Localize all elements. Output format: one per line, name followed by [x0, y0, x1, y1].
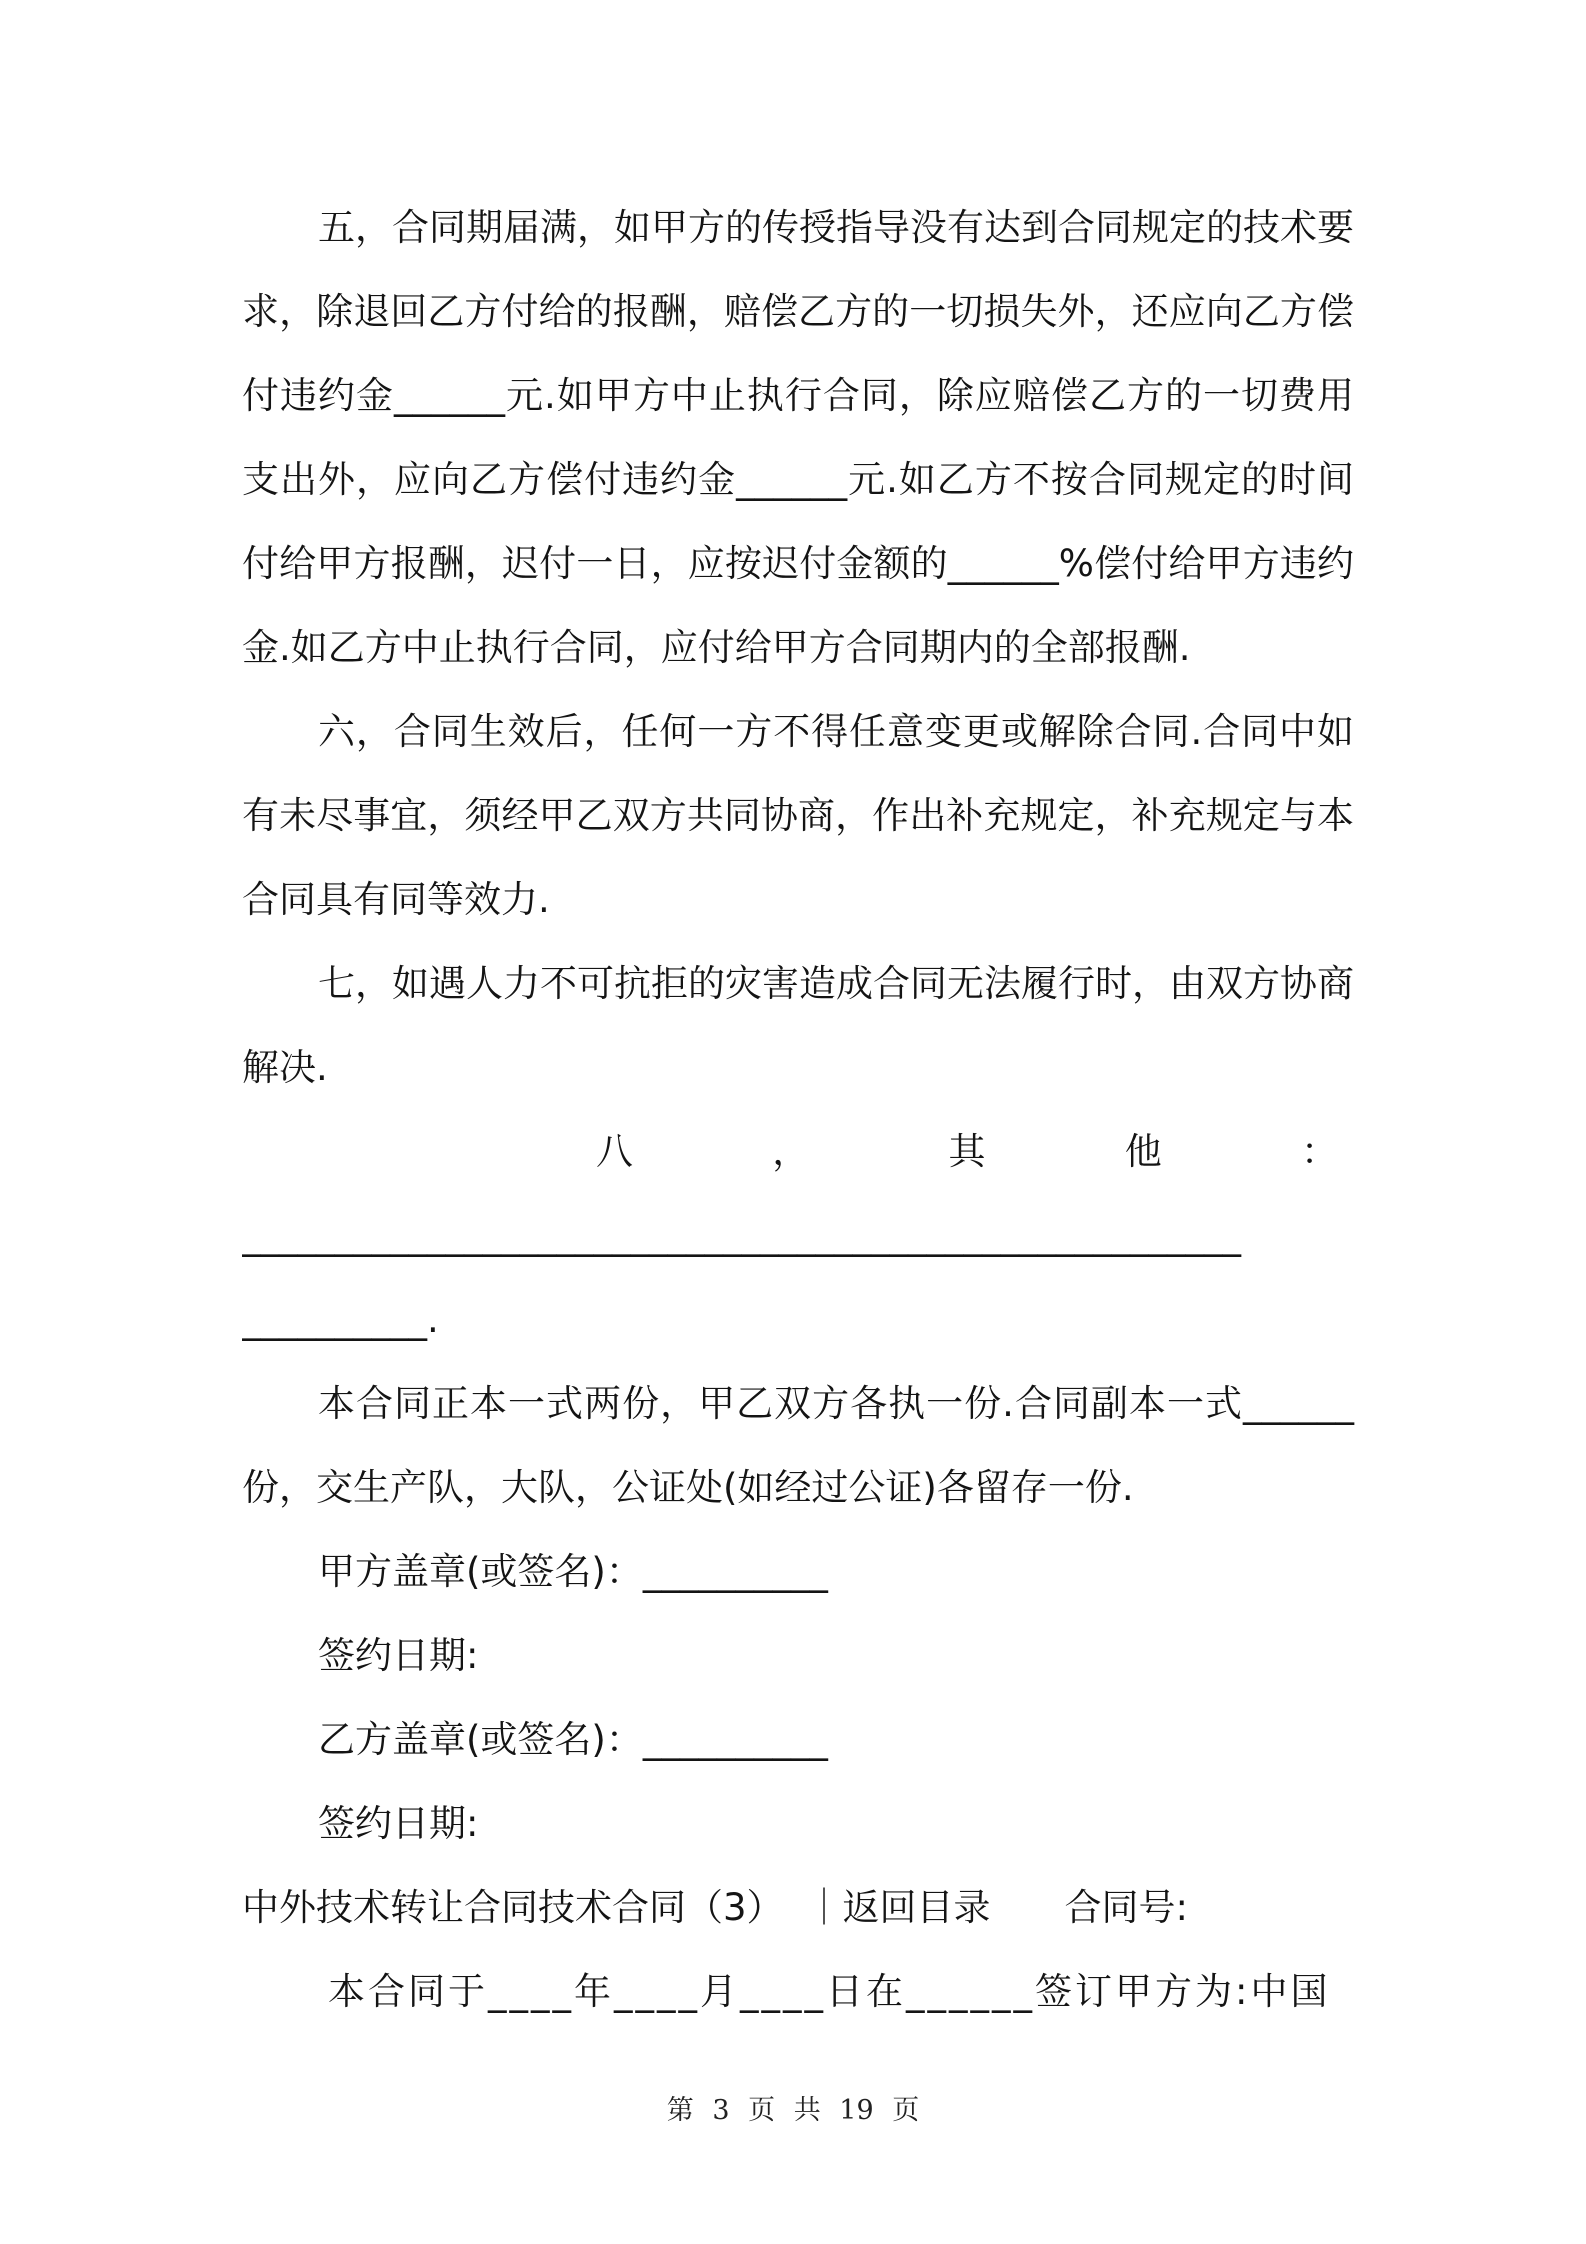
next-contract-title-line — [242, 1866, 1354, 1950]
page-footer: 第 3 页 共 19 页 — [666, 2095, 920, 2126]
party-a-seal-line: 甲方盖章(或签名)：__________ — [318, 1550, 828, 1593]
party-b-date-line: 签约日期: — [318, 1802, 479, 1845]
clause-8-heading-char: ： — [1301, 1130, 1338, 1173]
title-separator: ｜ — [805, 1886, 843, 1929]
party-b-seal-line: 乙方盖章(或签名)：__________ — [318, 1718, 828, 1761]
party-a-date-line: 签约日期: — [318, 1634, 479, 1677]
clause-8-blank-line-end: __________. — [242, 1298, 439, 1341]
clause-6-paragraph: 六，合同生效后，任何一方不得任意变更或解除合同.合同中如有未尽事宜，须经甲乙双方共同协商，作出补充规定，补充规定与本合同具有同等效力. — [242, 710, 1354, 921]
document-body — [242, 186, 1354, 2034]
contract-number-label: 合同号: — [1064, 1886, 1189, 1929]
copies-paragraph: 本合同正本一式两份，甲乙双方各执一份.合同副本一式______份，交生产队，大队，公证处(如经过公证)各留存一份. — [242, 1382, 1354, 1509]
back-to-toc-link[interactable]: 返回目录 — [842, 1886, 991, 1929]
next-contract-title: 中外技术转让合同技术合同（3） — [242, 1886, 784, 1929]
clause-7-paragraph: 七，如遇人力不可抗拒的灾害造成合同无法履行时，由双方协商解决. — [242, 962, 1354, 1089]
next-contract-first-line: 本合同于____年____月____日在______签订甲方为:中国 — [328, 1970, 1331, 2013]
clause-8-heading-char: 八 — [596, 1130, 633, 1173]
clause-5-paragraph: 五，合同期届满，如甲方的传授指导没有达到合同规定的技术要求，除退回乙方付给的报酬，赔偿乙方的一切损失外，还应向乙方偿付违约金______元.如甲方中止执行合同，除应赔偿乙方的一切费用支出外，应向乙方偿付违约金______元.如乙方不按合同规定的时间付给甲方报酬，迟付一日，应按迟付金额的______%偿付给甲方违约金.如乙方中止执行合同，应付给甲方合同期内的全部报酬. — [242, 206, 1354, 669]
clause-8-blank-line: ______________________________________________________ — [242, 1214, 1241, 1257]
clause-8-heading-char: 其 — [948, 1130, 986, 1173]
clause-8-heading-char: ， — [772, 1130, 810, 1173]
clause-8-heading-char: 他 — [1124, 1130, 1162, 1173]
clause-8-heading — [242, 1110, 1354, 1194]
